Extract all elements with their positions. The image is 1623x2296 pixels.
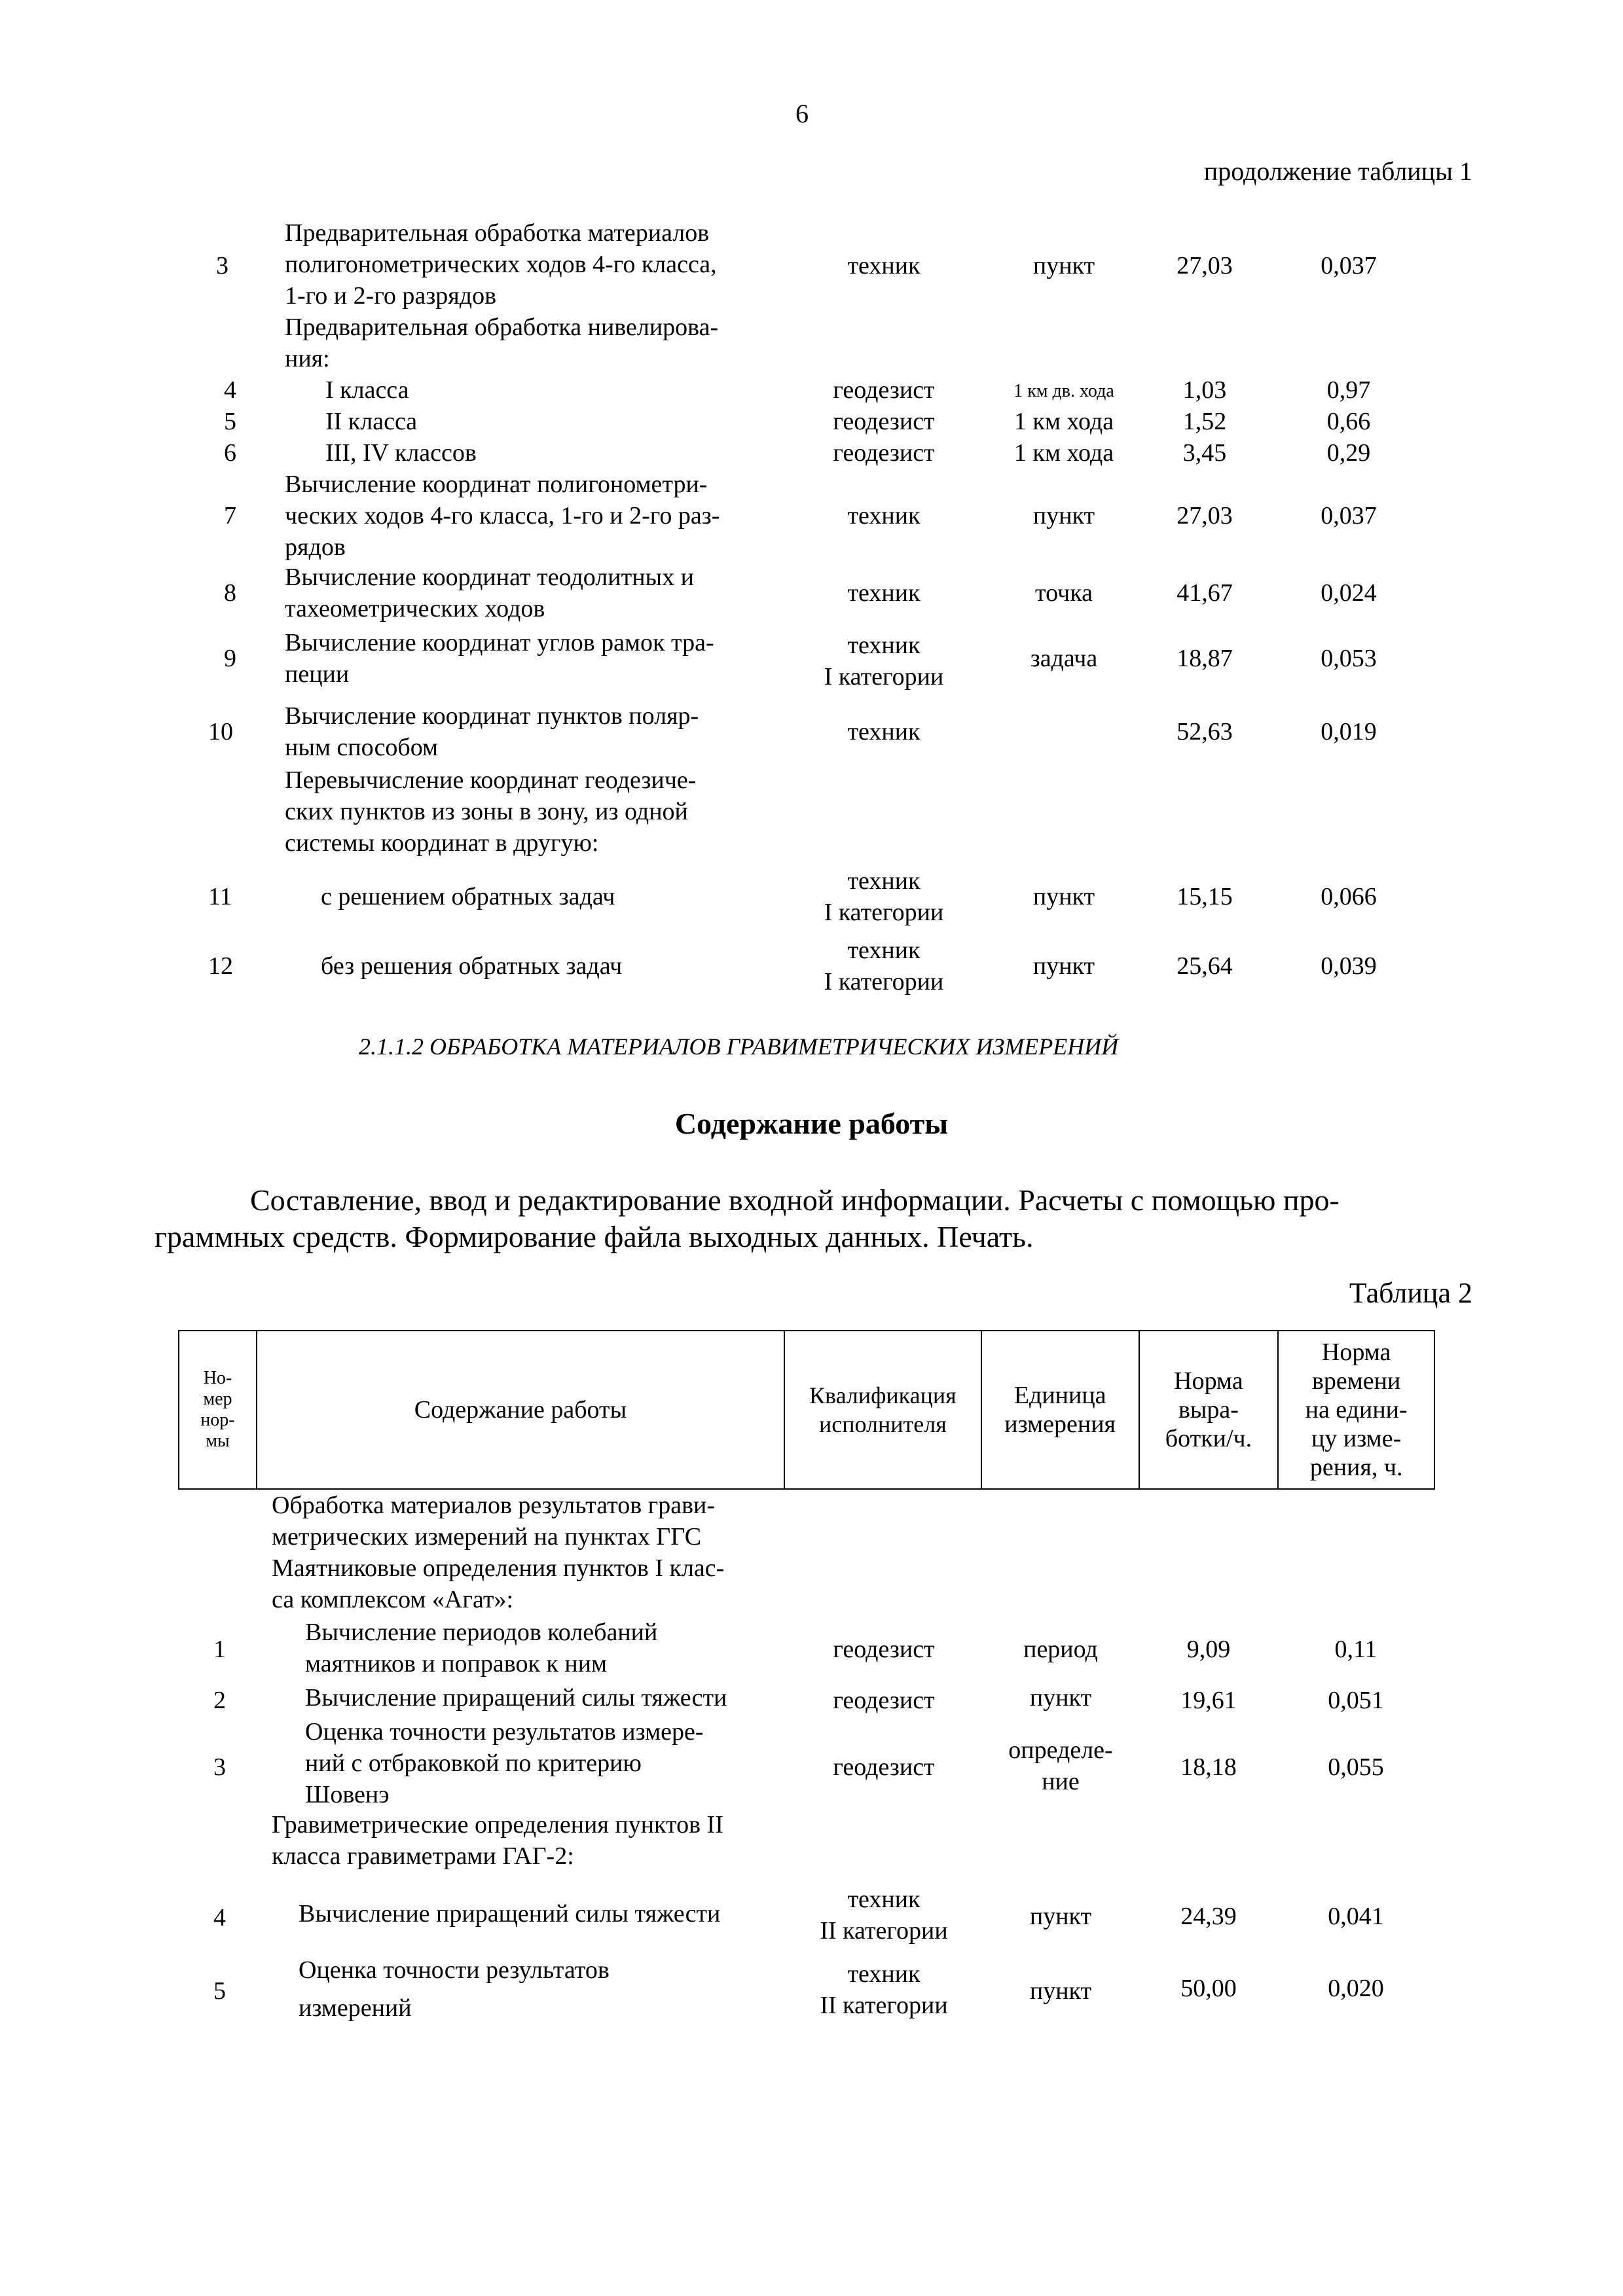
row-text: II класса xyxy=(325,408,418,435)
output-norm: 9,09 xyxy=(1186,1636,1231,1663)
row-text-line: Вычисление координат углов рамок тра- xyxy=(285,629,714,656)
time-norm: 0,66 xyxy=(1326,408,1371,435)
row-number: 8 xyxy=(224,579,236,607)
group-text-line: системы координат в другую: xyxy=(285,829,599,857)
unit: пункт xyxy=(1032,502,1095,529)
row-text-line: Предварительная обработка материалов xyxy=(285,219,710,247)
time-norm: 0,019 xyxy=(1321,718,1377,745)
row-text-line: Вычисление координат полигонометри- xyxy=(285,471,708,498)
header-output-norm: Норма выра- ботки/ч. xyxy=(1139,1331,1279,1489)
qualification: техник xyxy=(847,502,921,529)
output-norm: 18,87 xyxy=(1176,645,1233,672)
output-norm: 3,45 xyxy=(1182,439,1227,467)
row-text-line: 1-го и 2-го разрядов xyxy=(285,282,497,310)
time-norm: 0,051 xyxy=(1328,1687,1384,1714)
row-text-line: Вычисление координат теодолитных и xyxy=(285,564,694,591)
unit: определе- xyxy=(1008,1736,1113,1764)
unit: пункт xyxy=(1032,252,1095,279)
output-norm: 1,52 xyxy=(1182,408,1227,435)
group-text-line: са комплексом «Агат»: xyxy=(272,1586,513,1613)
qualification: техник xyxy=(847,718,921,745)
row-text: с решением обратных задач xyxy=(321,883,615,910)
group-text-line: ния: xyxy=(285,345,330,372)
row-text-line: пеции xyxy=(285,660,350,688)
row-number: 1 xyxy=(213,1636,226,1663)
time-norm: 0,29 xyxy=(1326,439,1371,467)
time-norm: 0,97 xyxy=(1326,376,1371,404)
output-norm: 15,15 xyxy=(1176,883,1233,910)
unit: пункт xyxy=(1032,952,1095,980)
qualification: техник xyxy=(847,1960,921,1988)
output-norm: 25,64 xyxy=(1176,952,1233,980)
row-number: 3 xyxy=(216,252,228,279)
table-continuation-label: продолжение таблицы 1 xyxy=(1203,156,1472,186)
output-norm: 52,63 xyxy=(1176,718,1233,745)
qualification: техник xyxy=(847,867,921,895)
group-text-line: Предварительная обработка нивелирова- xyxy=(285,314,719,341)
unit: пункт xyxy=(1029,1684,1092,1712)
group-text-line: Маятниковые определения пунктов I клас- xyxy=(272,1554,725,1582)
row-text-line: рядов xyxy=(285,533,346,561)
qualification: геодезист xyxy=(833,408,935,435)
time-norm: 0,020 xyxy=(1328,1975,1384,2002)
page-heading: Содержание работы xyxy=(674,1107,949,1140)
page-number: 6 xyxy=(795,99,809,128)
group-text-line: Гравиметрические определения пунктов II xyxy=(272,1811,723,1839)
time-norm: 0,037 xyxy=(1321,502,1377,529)
time-norm: 0,024 xyxy=(1321,579,1377,607)
row-text-line: тахеометрических ходов xyxy=(285,595,545,622)
row-text-line: ным способом xyxy=(285,734,439,761)
row-text-line: Вычисление периодов колебаний xyxy=(305,1619,658,1646)
row-text: III, IV классов xyxy=(325,439,477,467)
qualification: техник xyxy=(847,937,921,964)
unit: период xyxy=(1023,1636,1098,1663)
row-number: 4 xyxy=(213,1904,226,1931)
row-number: 3 xyxy=(213,1753,226,1781)
output-norm: 19,61 xyxy=(1180,1687,1237,1714)
group-text-line: ских пунктов из зоны в зону, из одной xyxy=(285,798,688,825)
row-text-line: Оценка точности результатов измере- xyxy=(305,1718,704,1746)
paragraph-line: Составление, ввод и редактирование входной информации. Расчеты с помощью про- xyxy=(250,1183,1340,1217)
row-number: 7 xyxy=(224,502,236,529)
header-content: Содержание работы xyxy=(257,1331,784,1489)
header-unit: Единица измерения xyxy=(981,1331,1139,1489)
unit: 1 км хода xyxy=(1013,439,1114,467)
unit: задача xyxy=(1030,645,1098,672)
group-text-line: класса гравиметрами ГАГ-2: xyxy=(272,1842,574,1870)
qualification-category: I категории xyxy=(824,663,944,691)
output-norm: 41,67 xyxy=(1176,579,1233,607)
qualification: геодезист xyxy=(833,1753,935,1781)
time-norm: 0,055 xyxy=(1328,1753,1384,1781)
row-text: I класса xyxy=(325,376,409,404)
qualification-category: I категории xyxy=(824,968,944,996)
row-text-line: ческих ходов 4-го класса, 1-го и 2-го раз- xyxy=(285,502,720,529)
qualification: геодезист xyxy=(833,376,935,404)
row-number: 6 xyxy=(224,439,236,467)
unit: точка xyxy=(1035,579,1093,607)
row-number: 10 xyxy=(208,718,233,745)
header-qualification: Квалификация исполнителя xyxy=(784,1331,981,1489)
row-text-line: измерений xyxy=(299,1994,412,2022)
row-text-line: Оценка точности результатов xyxy=(299,1956,610,1984)
paragraph-line: граммных средств. Формирование файла выходных данных. Печать. xyxy=(155,1220,1034,1253)
row-text: Вычисление приращений силы тяжести xyxy=(305,1684,727,1712)
table2-header xyxy=(178,1330,1435,1490)
unit: ние xyxy=(1042,1768,1080,1795)
row-number: 5 xyxy=(224,408,236,435)
row-number: 2 xyxy=(213,1687,226,1714)
qualification-category: I категории xyxy=(824,899,944,926)
qualification: техник xyxy=(847,632,921,659)
time-norm: 0,053 xyxy=(1321,645,1377,672)
output-norm: 18,18 xyxy=(1180,1753,1237,1781)
time-norm: 0,066 xyxy=(1321,883,1377,910)
unit: пункт xyxy=(1032,883,1095,910)
group-text-line: Перевычисление координат геодезиче- xyxy=(285,766,697,794)
row-text-line: Шовенэ xyxy=(305,1781,390,1808)
row-number: 11 xyxy=(208,883,232,910)
time-norm: 0,041 xyxy=(1328,1903,1384,1930)
qualification: геодезист xyxy=(833,1636,935,1663)
qualification: геодезист xyxy=(833,1687,935,1714)
group-text-line: метрических измерений на пунктах ГГС xyxy=(272,1523,702,1551)
output-norm: 27,03 xyxy=(1176,502,1233,529)
row-text-line: ний с отбраковкой по критерию xyxy=(305,1749,642,1777)
row-number: 9 xyxy=(224,645,236,672)
row-text: без решения обратных задач xyxy=(321,952,623,980)
unit: 1 км хода xyxy=(1013,408,1114,435)
qualification: техник xyxy=(847,1886,921,1913)
time-norm: 0,039 xyxy=(1321,952,1377,980)
time-norm: 0,11 xyxy=(1334,1636,1377,1663)
header-time-norm: Норма времени на едини- цу изме- рения, ч. xyxy=(1278,1331,1434,1489)
output-norm: 24,39 xyxy=(1180,1903,1237,1930)
group-text-line: Обработка материалов результатов грави- xyxy=(272,1492,716,1519)
qualification: техник xyxy=(847,579,921,607)
qualification: геодезист xyxy=(833,439,935,467)
row-text-line: маятников и поправок к ним xyxy=(305,1650,608,1677)
output-norm: 1,03 xyxy=(1182,376,1227,404)
qualification-category: II категории xyxy=(820,1917,948,1945)
qualification-category: II категории xyxy=(820,1992,948,2019)
row-text-line: полигонометрических ходов 4-го класса, xyxy=(285,251,717,278)
table-caption: Таблица 2 xyxy=(1349,1277,1472,1309)
output-norm: 27,03 xyxy=(1176,252,1233,279)
row-number: 5 xyxy=(213,1977,226,2005)
unit: пункт xyxy=(1029,1977,1092,2005)
section-title: 2.1.1.2 ОБРАБОТКА МАТЕРИАЛОВ ГРАВИМЕТРИЧЕСКИХ ИЗМЕРЕНИЙ xyxy=(359,1033,1119,1060)
header-norm-number: Но- мер нор- мы xyxy=(179,1331,257,1489)
unit: пункт xyxy=(1029,1903,1092,1930)
row-text: Вычисление приращений силы тяжести xyxy=(299,1900,721,1928)
row-number: 12 xyxy=(208,952,233,980)
output-norm: 50,00 xyxy=(1180,1975,1237,2002)
row-text-line: Вычисление координат пунктов поляр- xyxy=(285,702,699,730)
time-norm: 0,037 xyxy=(1321,252,1377,279)
row-number: 4 xyxy=(224,376,236,404)
unit: 1 км дв. хода xyxy=(1013,381,1114,401)
qualification: техник xyxy=(847,252,921,279)
